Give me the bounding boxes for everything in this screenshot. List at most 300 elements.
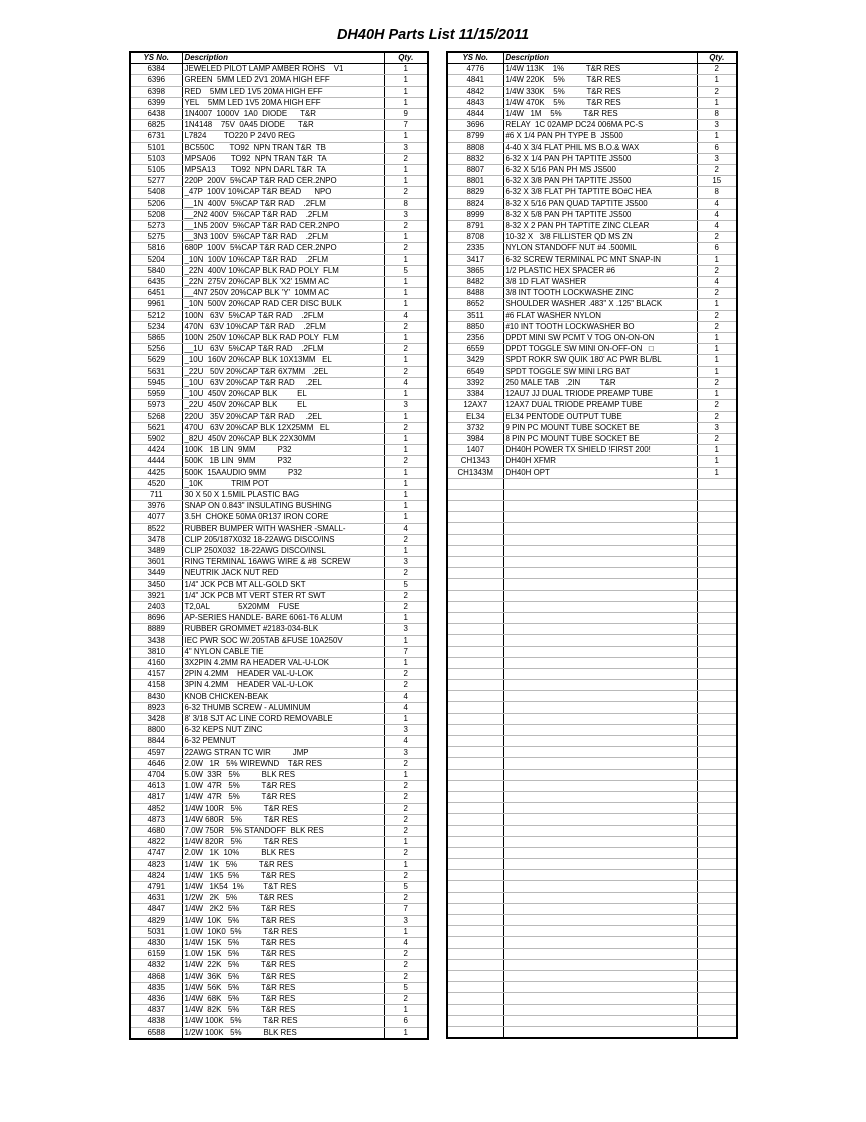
table-row bbox=[447, 668, 737, 679]
table-row bbox=[130, 859, 428, 870]
description-cell bbox=[503, 791, 697, 802]
qty-cell bbox=[697, 881, 737, 892]
table-row bbox=[130, 691, 428, 702]
table-row bbox=[447, 400, 737, 411]
ys-no-cell: 711 bbox=[130, 489, 182, 500]
description-cell bbox=[503, 1015, 697, 1026]
qty-cell: 2 bbox=[697, 411, 737, 422]
qty-cell bbox=[697, 870, 737, 881]
table-row bbox=[130, 870, 428, 881]
table-row bbox=[130, 1027, 428, 1039]
table-row bbox=[130, 982, 428, 993]
qty-cell: 2 bbox=[697, 265, 737, 276]
qty-cell: 2 bbox=[384, 534, 428, 545]
ys-no-cell: 4836 bbox=[130, 994, 182, 1005]
table-row bbox=[447, 288, 737, 299]
qty-cell: 8 bbox=[697, 187, 737, 198]
qty-cell: 1 bbox=[384, 433, 428, 444]
description-cell: JEWELED PILOT LAMP AMBER ROHS V1 bbox=[182, 64, 384, 75]
table-row bbox=[447, 836, 737, 847]
qty-cell: 4 bbox=[384, 377, 428, 388]
table-row bbox=[447, 433, 737, 444]
description-cell: 6-32 THUMB SCREW - ALUMINUM bbox=[182, 702, 384, 713]
qty-cell: 2 bbox=[384, 826, 428, 837]
ys-no-cell: 4631 bbox=[130, 893, 182, 904]
ys-no-cell bbox=[447, 736, 503, 747]
table-row bbox=[447, 86, 737, 97]
table-row bbox=[130, 389, 428, 400]
qty-cell: 7 bbox=[384, 646, 428, 657]
table-row bbox=[130, 265, 428, 276]
ys-no-cell: 2356 bbox=[447, 333, 503, 344]
description-cell: 4-40 X 3/4 FLAT PHIL MS B.O.& WAX bbox=[503, 142, 697, 153]
qty-cell: 1 bbox=[384, 86, 428, 97]
qty-cell bbox=[697, 1015, 737, 1026]
ys-no-cell: 6399 bbox=[130, 97, 182, 108]
ys-no-cell: 8791 bbox=[447, 221, 503, 232]
description-cell: 1/4W 1K54 1% T&T RES bbox=[182, 882, 384, 893]
description-cell bbox=[503, 657, 697, 668]
qty-cell: 2 bbox=[697, 288, 737, 299]
description-cell: SNAP ON 0.843" INSULATING BUSHING bbox=[182, 501, 384, 512]
description-cell: _10N 500V 20%CAP RAD CER DISC BULK bbox=[182, 299, 384, 310]
qty-cell: 5 bbox=[384, 882, 428, 893]
qty-cell bbox=[697, 590, 737, 601]
table-row bbox=[447, 814, 737, 825]
table-row bbox=[447, 478, 737, 489]
qty-header: Qty. bbox=[384, 52, 428, 64]
qty-cell bbox=[697, 713, 737, 724]
description-cell: 30 X 50 X 1.5MIL PLASTIC BAG bbox=[182, 489, 384, 500]
description-cell: RUBBER GROMMET #2183-034-BLK bbox=[182, 624, 384, 635]
description-cell: 1/4W 36K 5% T&R RES bbox=[182, 971, 384, 982]
qty-cell: 2 bbox=[384, 848, 428, 859]
qty-cell bbox=[697, 970, 737, 981]
table-row bbox=[130, 209, 428, 220]
document-title: DH40H Parts List 11/15/2011 bbox=[336, 27, 530, 43]
description-cell: 470U 63V 20%CAP BLK 12X25MM EL bbox=[182, 422, 384, 433]
ys-no-cell: 4838 bbox=[130, 1016, 182, 1027]
ys-no-cell bbox=[447, 635, 503, 646]
ys-no-cell: 4597 bbox=[130, 747, 182, 758]
table-row bbox=[130, 534, 428, 545]
table-row bbox=[130, 512, 428, 523]
qty-cell bbox=[697, 747, 737, 758]
ys-no-cell: 5816 bbox=[130, 243, 182, 254]
table-row bbox=[130, 277, 428, 288]
qty-cell bbox=[697, 769, 737, 780]
description-cell: 1/4W 15K 5% T&R RES bbox=[182, 938, 384, 949]
qty-cell: 1 bbox=[697, 389, 737, 400]
qty-cell bbox=[697, 915, 737, 926]
qty-cell: 3 bbox=[384, 142, 428, 153]
ys-no-cell: 5275 bbox=[130, 232, 182, 243]
ys-no-cell: 4791 bbox=[130, 882, 182, 893]
qty-cell: 4 bbox=[697, 209, 737, 220]
description-cell: 1/4W 22K 5% T&R RES bbox=[182, 960, 384, 971]
description-cell: 1/4W 10K 5% T&R RES bbox=[182, 915, 384, 926]
table-row bbox=[447, 1015, 737, 1026]
qty-cell bbox=[697, 948, 737, 959]
table-row bbox=[447, 153, 737, 164]
description-cell bbox=[503, 1026, 697, 1038]
table-row bbox=[447, 411, 737, 422]
ys-no-cell: 5208 bbox=[130, 209, 182, 220]
table-row bbox=[130, 826, 428, 837]
description-cell: NEUTRIK JACK NUT RED bbox=[182, 568, 384, 579]
ys-no-cell: 4873 bbox=[130, 814, 182, 825]
ys-no-cell: 6451 bbox=[130, 288, 182, 299]
qty-cell: 2 bbox=[384, 893, 428, 904]
table-row bbox=[447, 915, 737, 926]
ys-no-cell: 4704 bbox=[130, 770, 182, 781]
qty-cell: 8 bbox=[384, 198, 428, 209]
table-row bbox=[130, 601, 428, 612]
ys-no-cell bbox=[447, 870, 503, 881]
ys-no-cell bbox=[447, 702, 503, 713]
table-row bbox=[447, 970, 737, 981]
qty-cell bbox=[697, 780, 737, 791]
ys-no-cell bbox=[447, 624, 503, 635]
table-row bbox=[447, 803, 737, 814]
ys-no-cell bbox=[447, 713, 503, 724]
qty-cell: 1 bbox=[384, 613, 428, 624]
table-row bbox=[447, 355, 737, 366]
qty-cell: 2 bbox=[384, 366, 428, 377]
description-cell: 1/4W 330K 5% T&R RES bbox=[503, 86, 697, 97]
qty-cell: 2 bbox=[697, 400, 737, 411]
qty-cell: 2 bbox=[697, 232, 737, 243]
qty-cell: 2 bbox=[384, 949, 428, 960]
table-row bbox=[447, 758, 737, 769]
table-row bbox=[130, 254, 428, 265]
qty-cell: 2 bbox=[697, 86, 737, 97]
table-row bbox=[447, 870, 737, 881]
ys-no-cell bbox=[447, 489, 503, 500]
description-cell: BC550C TO92 NPN TRAN T&R TB bbox=[182, 142, 384, 153]
qty-cell: 1 bbox=[697, 366, 737, 377]
ys-no-cell: 6549 bbox=[447, 366, 503, 377]
qty-cell bbox=[697, 568, 737, 579]
ys-no-cell bbox=[447, 478, 503, 489]
description-cell bbox=[503, 836, 697, 847]
ys-no-cell: 4835 bbox=[130, 982, 182, 993]
description-cell: 1.0W 10K0 5% T&R RES bbox=[182, 926, 384, 937]
description-cell bbox=[503, 825, 697, 836]
description-cell: __1N5 200V 5%CAP T&R RAD CER.2NPO bbox=[182, 221, 384, 232]
table-row bbox=[447, 97, 737, 108]
description-cell: 3X2PIN 4.2MM RA HEADER VAL-U-LOK bbox=[182, 657, 384, 668]
qty-cell: 3 bbox=[384, 400, 428, 411]
ys-no-cell bbox=[447, 791, 503, 802]
qty-cell: 1 bbox=[697, 456, 737, 467]
ys-no-cell: 1407 bbox=[447, 445, 503, 456]
table-row bbox=[130, 904, 428, 915]
description-cell: 680P 100V 5%CAP T&R RAD CER.2NPO bbox=[182, 243, 384, 254]
table-row bbox=[130, 64, 428, 75]
ys-no-cell bbox=[447, 646, 503, 657]
qty-cell: 1 bbox=[384, 713, 428, 724]
table-row bbox=[130, 814, 428, 825]
description-cell: __1N 400V 5%CAP T&R RAD .2FLM bbox=[182, 198, 384, 209]
table-row bbox=[130, 75, 428, 86]
qty-cell: 1 bbox=[384, 512, 428, 523]
table-row bbox=[447, 590, 737, 601]
description-cell: DPDT MINI SW PCMT V TOG ON-ON-ON bbox=[503, 333, 697, 344]
ys-no-cell: 5103 bbox=[130, 153, 182, 164]
table-row bbox=[130, 590, 428, 601]
table-row bbox=[447, 321, 737, 332]
ys-no-cell bbox=[447, 948, 503, 959]
qty-cell: 3 bbox=[384, 557, 428, 568]
description-cell: YEL 5MM LED 1V5 20MA HIGH EFF bbox=[182, 97, 384, 108]
description-header: Description bbox=[503, 52, 697, 64]
table-row bbox=[447, 198, 737, 209]
description-cell bbox=[503, 534, 697, 545]
qty-cell: 8 bbox=[697, 109, 737, 120]
qty-cell bbox=[697, 814, 737, 825]
description-cell bbox=[503, 579, 697, 590]
table-row bbox=[130, 781, 428, 792]
description-cell bbox=[503, 624, 697, 635]
description-cell: IEC PWR SOC W/.205TAB &FUSE 10A250V bbox=[182, 635, 384, 646]
qty-header: Qty. bbox=[697, 52, 737, 64]
qty-cell: 1 bbox=[384, 445, 428, 456]
ys-no-cell: 4830 bbox=[130, 938, 182, 949]
qty-cell: 1 bbox=[697, 333, 737, 344]
qty-cell: 2 bbox=[697, 377, 737, 388]
table-row bbox=[447, 1004, 737, 1015]
table-row bbox=[130, 422, 428, 433]
qty-cell: 1 bbox=[384, 389, 428, 400]
qty-cell bbox=[697, 803, 737, 814]
qty-cell: 1 bbox=[384, 333, 428, 344]
table-row bbox=[447, 75, 737, 86]
qty-cell: 4 bbox=[384, 702, 428, 713]
ys-no-cell bbox=[447, 915, 503, 926]
qty-cell: 1 bbox=[697, 254, 737, 265]
description-cell: 1.0W 15K 5% T&R RES bbox=[182, 949, 384, 960]
qty-cell: 4 bbox=[384, 691, 428, 702]
description-cell: 8-32 X 5/8 PAN PH TAPTITE JS500 bbox=[503, 209, 697, 220]
ys-no-cell: 3438 bbox=[130, 635, 182, 646]
table-row bbox=[130, 882, 428, 893]
table-row bbox=[447, 277, 737, 288]
qty-cell: 2 bbox=[384, 601, 428, 612]
description-cell bbox=[503, 982, 697, 993]
ys-no-cell: 4520 bbox=[130, 478, 182, 489]
description-cell: 470N 63V 10%CAP T&R RAD .2FLM bbox=[182, 321, 384, 332]
description-cell: _10N 100V 10%CAP T&R RAD .2FLM bbox=[182, 254, 384, 265]
ys-no-cell: 5629 bbox=[130, 355, 182, 366]
description-cell: _82U 450V 20%CAP BLK 22X30MM bbox=[182, 433, 384, 444]
ys-no-cell: 8808 bbox=[447, 142, 503, 153]
description-cell bbox=[503, 747, 697, 758]
ys-no-cell bbox=[447, 836, 503, 847]
description-cell: 1N4148 75V 0A45 DIODE T&R bbox=[182, 120, 384, 131]
qty-cell bbox=[697, 859, 737, 870]
description-cell: KNOB CHICKEN-BEAK bbox=[182, 691, 384, 702]
table-row bbox=[130, 120, 428, 131]
ys-no-cell bbox=[447, 1004, 503, 1015]
qty-cell: 3 bbox=[384, 725, 428, 736]
qty-cell: 2 bbox=[384, 792, 428, 803]
description-cell: #10 INT TOOTH LOCKWASHER BO bbox=[503, 321, 697, 332]
description-cell bbox=[503, 970, 697, 981]
description-cell: _10U 63V 20%CAP T&R RAD .2EL bbox=[182, 377, 384, 388]
qty-cell: 1 bbox=[384, 277, 428, 288]
description-cell bbox=[503, 959, 697, 970]
ys-no-cell: 3810 bbox=[130, 646, 182, 657]
qty-cell bbox=[697, 601, 737, 612]
ys-no-cell: 3489 bbox=[130, 545, 182, 556]
description-cell bbox=[503, 881, 697, 892]
table-row bbox=[130, 702, 428, 713]
qty-cell bbox=[697, 557, 737, 568]
description-cell: _22N 275V 20%CAP BLK 'X2' 15MM AC bbox=[182, 277, 384, 288]
table-row bbox=[130, 232, 428, 243]
table-row bbox=[130, 400, 428, 411]
table-row bbox=[130, 478, 428, 489]
qty-cell: 1 bbox=[384, 770, 428, 781]
description-cell: 3PIN 4.2MM HEADER VAL-U-LOK bbox=[182, 680, 384, 691]
qty-cell: 1 bbox=[384, 501, 428, 512]
qty-cell: 2 bbox=[384, 960, 428, 971]
ys-no-cell bbox=[447, 814, 503, 825]
ys-no-cell: 8488 bbox=[447, 288, 503, 299]
description-cell bbox=[503, 590, 697, 601]
ys-no-cell: CH1343 bbox=[447, 456, 503, 467]
table-row bbox=[447, 791, 737, 802]
ys-no-cell bbox=[447, 680, 503, 691]
qty-cell: 1 bbox=[384, 288, 428, 299]
ys-no-cell: 5945 bbox=[130, 377, 182, 388]
ys-no-cell bbox=[447, 534, 503, 545]
table-row bbox=[447, 579, 737, 590]
table-row bbox=[447, 523, 737, 534]
description-cell: 1/2W 2K 5% T&R RES bbox=[182, 893, 384, 904]
qty-cell bbox=[697, 1004, 737, 1015]
qty-cell: 2 bbox=[384, 321, 428, 332]
ys-no-cell: 3392 bbox=[447, 377, 503, 388]
qty-cell: 1 bbox=[384, 1005, 428, 1016]
qty-cell bbox=[697, 836, 737, 847]
description-cell: 1/4W 1K5 5% T&R RES bbox=[182, 870, 384, 881]
description-cell: 1/4W 82K 5% T&R RES bbox=[182, 1005, 384, 1016]
qty-cell bbox=[697, 691, 737, 702]
ys-no-cell bbox=[447, 881, 503, 892]
table-row bbox=[130, 411, 428, 422]
table-row bbox=[130, 949, 428, 960]
ys-no-cell: 3984 bbox=[447, 433, 503, 444]
table-row bbox=[447, 601, 737, 612]
qty-cell bbox=[697, 657, 737, 668]
description-cell: 1.0W 47R 5% T&R RES bbox=[182, 781, 384, 792]
description-cell: DH40H OPT bbox=[503, 467, 697, 478]
description-cell: 3/8 INT TOOTH LOCKWASHE ZINC bbox=[503, 288, 697, 299]
table-row bbox=[130, 657, 428, 668]
ys-no-cell bbox=[447, 568, 503, 579]
description-cell: __1U 63V 5%CAP T&R RAD .2FLM bbox=[182, 344, 384, 355]
description-cell: 1/4W 470K 5% T&R RES bbox=[503, 97, 697, 108]
qty-cell: 2 bbox=[384, 669, 428, 680]
description-cell: 12AU7 JJ DUAL TRIODE PREAMP TUBE bbox=[503, 389, 697, 400]
ys-no-cell: 5268 bbox=[130, 411, 182, 422]
table-row bbox=[130, 355, 428, 366]
table-header-row bbox=[130, 52, 428, 64]
ys-no-cell bbox=[447, 747, 503, 758]
table-row bbox=[130, 333, 428, 344]
description-cell: CLIP 250X032 18-22AWG DISCO/INSL bbox=[182, 545, 384, 556]
description-cell bbox=[503, 859, 697, 870]
table-row bbox=[447, 557, 737, 568]
qty-cell: 2 bbox=[697, 64, 737, 75]
parts-table-left bbox=[129, 51, 429, 1040]
qty-cell bbox=[697, 724, 737, 735]
table-row bbox=[130, 938, 428, 949]
qty-cell: 1 bbox=[384, 926, 428, 937]
ys-no-cell bbox=[447, 668, 503, 679]
description-cell: 8-32 X 5/16 PAN QUAD TAPTITE JS500 bbox=[503, 198, 697, 209]
description-cell bbox=[503, 926, 697, 937]
description-cell bbox=[503, 948, 697, 959]
description-cell bbox=[503, 736, 697, 747]
qty-cell: 2 bbox=[384, 971, 428, 982]
table-row bbox=[130, 456, 428, 467]
table-row bbox=[130, 321, 428, 332]
description-cell: 5.0W 33R 5% BLK RES bbox=[182, 770, 384, 781]
table-row bbox=[130, 523, 428, 534]
table-row bbox=[447, 299, 737, 310]
ys-no-cell: 6825 bbox=[130, 120, 182, 131]
ys-no-cell: 5273 bbox=[130, 221, 182, 232]
description-cell: 9 PIN PC MOUNT TUBE SOCKET BE bbox=[503, 422, 697, 433]
ys-no-cell bbox=[447, 892, 503, 903]
description-cell: CLIP 205/187X032 18-22AWG DISCO/INS bbox=[182, 534, 384, 545]
ys-no-cell: 8829 bbox=[447, 187, 503, 198]
qty-cell: 2 bbox=[384, 456, 428, 467]
table-row bbox=[130, 893, 428, 904]
description-cell: 1/4W 1M 5% T&R RES bbox=[503, 109, 697, 120]
ys-no-cell: 4646 bbox=[130, 758, 182, 769]
ys-no-cell: 5212 bbox=[130, 310, 182, 321]
table-row bbox=[130, 489, 428, 500]
ys-no-cell: 4837 bbox=[130, 1005, 182, 1016]
qty-cell: 3 bbox=[384, 747, 428, 758]
description-cell: GREEN 5MM LED 2V1 20MA HIGH EFF bbox=[182, 75, 384, 86]
table-row bbox=[447, 903, 737, 914]
ys-no-cell bbox=[447, 847, 503, 858]
table-row bbox=[447, 959, 737, 970]
description-cell: 1/4W 100K 5% T&R RES bbox=[182, 1016, 384, 1027]
table-row bbox=[130, 579, 428, 590]
qty-cell: 1 bbox=[697, 445, 737, 456]
description-cell: 10-32 X 3/8 FILLISTER QD MS ZN bbox=[503, 232, 697, 243]
table-row bbox=[130, 142, 428, 153]
table-row bbox=[130, 848, 428, 859]
table-row bbox=[130, 288, 428, 299]
table-row bbox=[447, 881, 737, 892]
qty-cell bbox=[697, 635, 737, 646]
ys-no-cell bbox=[447, 691, 503, 702]
description-cell bbox=[503, 612, 697, 623]
qty-cell: 2 bbox=[384, 422, 428, 433]
description-cell: RING TERMINAL 16AWG WIRE & #8 SCREW bbox=[182, 557, 384, 568]
table-row bbox=[447, 445, 737, 456]
description-cell bbox=[503, 915, 697, 926]
description-cell: 1/4" JCK PCB MT VERT STER RT SWT bbox=[182, 590, 384, 601]
description-cell bbox=[503, 937, 697, 948]
